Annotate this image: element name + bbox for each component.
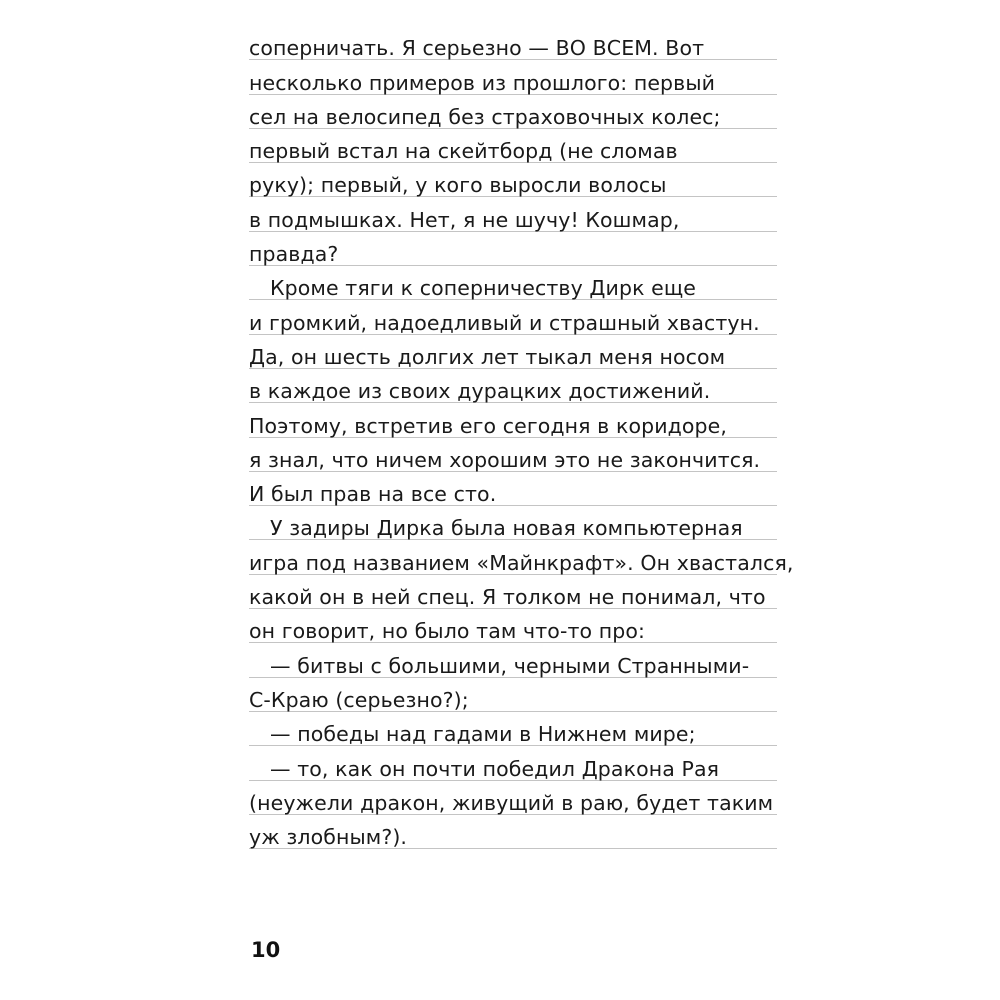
text-line (249, 781, 777, 815)
text-line (249, 403, 777, 437)
text-line-indented (249, 266, 777, 300)
line-text: в каждое из своих дурацких достижений. (249, 379, 711, 404)
line-text: уж злобным?). (249, 825, 408, 850)
line-text: Поэтому, встретив его сегодня в коридоре, (249, 413, 727, 438)
line-text: С-Краю (серьезно?); (249, 687, 469, 712)
text-line (249, 335, 777, 369)
line-text: первый встал на скейтборд (не сломав (249, 139, 678, 164)
line-text: и громкий, надоедливый и страшный хвастун. (249, 310, 760, 335)
line-text: — победы над гадами в Нижнем мире; (270, 722, 696, 747)
text-line (249, 438, 777, 472)
line-text: У задиры Дирка была новая компьютерная (270, 516, 743, 541)
text-line-indented (249, 712, 777, 746)
text-line (249, 300, 777, 334)
text-line (249, 472, 777, 506)
line-text: И был прав на все сто. (249, 482, 497, 507)
line-text: руку); первый, у кого выросли волосы (249, 173, 667, 198)
ruled-text-block (249, 26, 794, 850)
text-line (249, 815, 777, 849)
text-line (249, 26, 777, 60)
line-text: — битвы с большими, черными Странными- (270, 653, 750, 678)
text-line (249, 678, 777, 712)
text-line (249, 95, 777, 129)
line-text: несколько примеров из прошлого: первый (249, 70, 716, 95)
text-line (249, 540, 794, 575)
line-text: я знал, что ничем хорошим это не закончится. (249, 447, 761, 472)
text-line-indented (249, 746, 777, 780)
line-text: Кроме тяги к соперничеству Дирк еще (270, 276, 697, 301)
line-text: соперничать. Я серьезно — ВО ВСЕМ. Вот (249, 36, 705, 61)
text-line (249, 575, 777, 609)
text-line-indented (249, 643, 777, 677)
line-text: он говорит, но было там что-то про: (249, 619, 646, 644)
text-line-indented (249, 506, 777, 540)
text-line (249, 129, 777, 163)
line-text: в подмышках. Нет, я не шучу! Кошмар, (249, 207, 680, 232)
line-text: какой он в ней спец. Я толком не понимал, что (249, 585, 766, 610)
line-text: (неужели дракон, живущий в раю, будет таким (249, 790, 774, 815)
line-text: сел на велосипед без страховочных колес; (249, 104, 721, 129)
line-text: Да, он шесть долгих лет тыкал меня носом (249, 344, 726, 369)
line-text: правда? (249, 242, 339, 267)
text-line (249, 609, 777, 643)
text-line (249, 197, 777, 231)
page-number: 10 (251, 938, 281, 962)
line-text: — то, как он почти победил Дракона Рая (270, 756, 720, 781)
text-line (249, 369, 777, 403)
text-line (249, 232, 777, 266)
text-line (249, 163, 777, 197)
line-text: игра под названием «Майнкрафт». Он хвастался, (249, 550, 794, 575)
text-line (249, 60, 777, 94)
